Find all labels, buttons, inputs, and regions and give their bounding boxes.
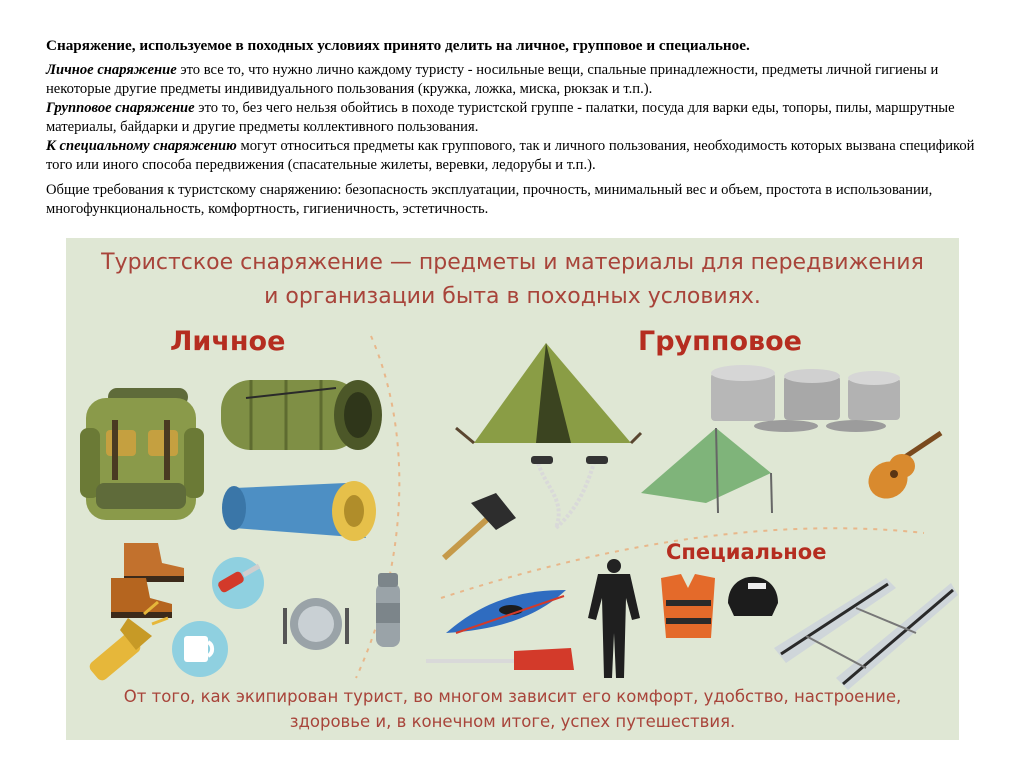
page-heading: Снаряжение, используемое в походных условиях принято делить на личное, групповое и специальное.	[46, 37, 750, 54]
group-term: Групповое снаряжение	[46, 100, 195, 116]
requirements-paragraph: Общие требования к туристскому снаряжению: безопасность эксплуатации, прочность, минимальный вес и объем, простота в использовании, многофункциональность, комфортность, гигиеничность, эстетичность.	[46, 182, 933, 217]
poster-footer-line1: От того, как экипирован турист, во многом зависит его комфорт, удобство, настроение,	[123, 687, 902, 706]
sleeping-bag-icon	[221, 380, 382, 450]
poster-title-line1: Туристское снаряжение — предметы и материалы для передвижения	[101, 250, 924, 275]
axe-icon	[444, 493, 516, 558]
group-text: это то, без чего нельзя обойтись в походе туристской группе - палатки, посуда для варки еды, топоры, пилы, маршрутные материалы, байдарки и другие предметы коллективного пользования.	[46, 100, 955, 135]
boots-icon	[111, 543, 184, 618]
rope-icon	[531, 456, 608, 528]
guitar-icon	[862, 433, 941, 506]
personal-term: Личное снаряжение	[46, 62, 177, 78]
cooking-pots-icon	[711, 365, 900, 432]
group-label: Групповое	[638, 326, 802, 357]
kayak-icon	[446, 590, 566, 633]
life-vest-icon	[661, 574, 715, 638]
foam-mat-icon	[222, 481, 376, 541]
personal-label: Личное	[170, 326, 286, 357]
wetsuit-icon	[588, 559, 640, 678]
definitions-paragraph	[46, 61, 986, 175]
special-term: К специальному снаряжению	[46, 138, 237, 154]
paddle-icon	[426, 648, 574, 670]
tarp-icon	[641, 428, 772, 513]
special-text: могут относиться предметы как группового, так и личного пользования, необходимость которых вызвана спецификой того или иного способа передвижения (спасательные жилеты, веревки, ледорубы и т.п.).	[46, 138, 975, 173]
personal-text: это все то, что нужно лично каждому туристу - носильные вещи, спальные принадлежности, предметы личной гигиены и некоторые другие предметы индивидуального пользования (кружка, ложка, миска, рюкзак и т.п.).	[46, 62, 939, 97]
backpack-icon	[80, 388, 204, 520]
equipment-poster	[66, 238, 959, 740]
thermos-icon	[376, 573, 400, 647]
poster-title	[66, 246, 959, 314]
tent-icon	[456, 343, 641, 443]
poster-title-line2: и организации быта в походных условиях.	[264, 284, 761, 309]
text-block	[46, 36, 986, 219]
catamaran-icon	[774, 578, 958, 690]
poster-footer	[66, 684, 959, 734]
poster-footer-line2: здоровье и, в конечном итоге, успех путешествия.	[289, 712, 736, 731]
helmet-icon	[728, 577, 778, 616]
plate-icon	[283, 598, 349, 650]
mug-icon	[172, 621, 228, 677]
knife-icon	[212, 557, 264, 609]
special-label: Специальное	[666, 540, 827, 564]
